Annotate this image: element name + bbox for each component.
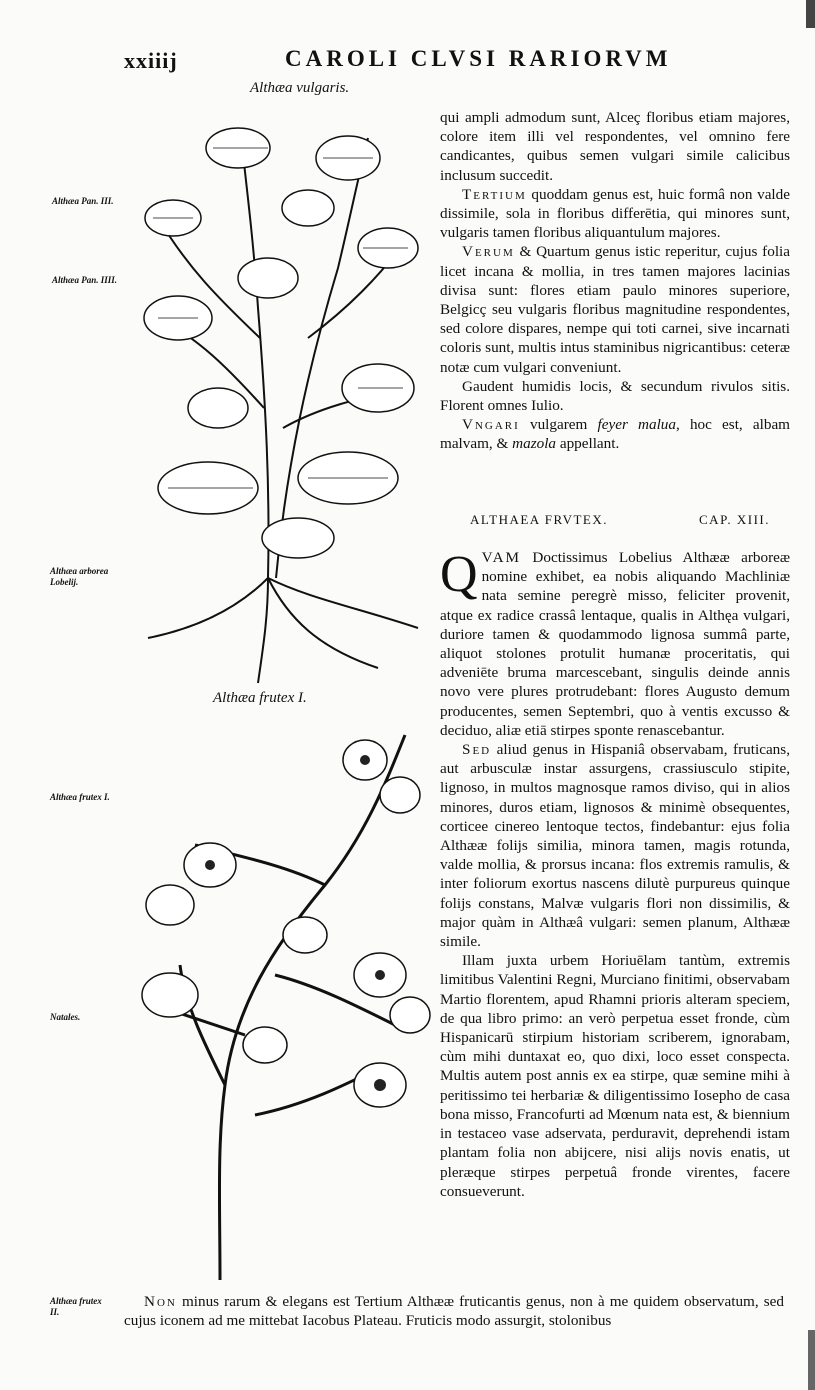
paragraph-body: vulgarem: [519, 416, 598, 434]
paragraph-lead: Non: [144, 1293, 177, 1310]
paragraph-body: Doctissimus Lobelius Althææ arboreæ nomine exhibet, ea nobis aliquando Machliniæ nata semine peregrè misso, feliciter provenit, atque ex radice crassâ lentaque, qualis in Althęa vulgari, duriore tamen & quodammodo lignosa summâ parte, aliquot stolones protulit humanæ proceritatis, qui adveniēte bruma marcescebant, singulis deinde annis novo vere plures protrudebant: flores Augusto demum producentes, semen Septembri, quo à ventis excusso & deciduo, aliæ etiā stirpes sponte renascebantur.: [440, 549, 790, 739]
vernacular-name: feyer malua: [597, 416, 676, 434]
paragraph-body: , hoc est, albam malvam, &: [440, 416, 790, 453]
paragraph: Illam juxta urbem Horiuēlam tantùm, extremis limitibus Valentini Regni, Murciano finitimi, observabam Martio florentem, apud Rhamni prioris alteram speciem, de qua libro primo: an verò perpetua esset fronde, cùm Hispanicarū stirpium historiam scriberem, ignorabam, cùm mihi duntaxat eo, quo dixi, loco esset conspecta. Multis autem post annis ex ea stirpe, quæ semine mihi à peritissimo tei herbariæ & diligentissimo Iosepho de casa bona misso, Francofurti ad Mœnum nata est, & biennium in testaceo vase adservata, perduravit, deprehendi istam plantam folia non abijcere, nisi alijs novis enatis, ut pleræque stirpes perpetuâ fronde virentes, facere consueverunt.: [440, 952, 790, 1200]
paragraph: [440, 415, 790, 453]
running-title: CAROLI CLVSI RARIORVM: [285, 46, 672, 71]
paragraph-lead: Tertium: [462, 185, 527, 203]
paragraph-full-width: [124, 1292, 784, 1330]
figure-caption-althaea-frutex: Althæa frutex I.: [213, 690, 307, 706]
paragraph: [440, 242, 790, 376]
scan-edge-mark: [808, 1330, 815, 1390]
paragraph-lead: Verum: [462, 243, 515, 261]
margin-note-althaea-frutex-ii: Althæa frutex II.: [50, 1296, 102, 1317]
paragraph: [440, 185, 790, 243]
drop-cap: Q: [440, 546, 478, 603]
margin-note-althaea-arborea: Althæa arborea Lobelij.: [50, 566, 109, 587]
althaea-vulgaris-woodcut: [118, 108, 438, 688]
paragraph-body: minus rarum & elegans est Tertium Althææ fruticantis genus, non à me quidem observatum, sed cujus iconem ad me mittebat Iacobus Plateau. Fruticis modo assurgit, stolonibus: [124, 1293, 784, 1330]
margin-note-althaea-pan-iiii: Althæa Pan. IIII.: [52, 275, 118, 285]
scan-edge-mark: [806, 0, 815, 28]
chapter-number: CAP. XIII.: [699, 512, 770, 527]
paragraph-lead: VAM: [481, 549, 522, 566]
paragraph-body: aliud genus in Hispaniâ observabam, fruticans, aut arbusculæ instar assurgens, crassiusculo stipite, lignoso, in multos magnosque ramos diviso, qui in alios minores, duros etiam, lignosos & minimè obsequentes, corticee cinereo lentoque tectos, findebantur: ejus folia Althææ folijs similia, minora tamen, magis rotunda, valde mollia, & prorsus incana: flos extremis ramulis, & inter foliorum exortus nascens dilutè purpureus quinque folijs constans, Malvæ vulgaris flori non dissimilis, & major quàm in Althæâ vulgari: semen planum, Althææ simile.: [440, 741, 790, 951]
figure-caption-althaea-vulgaris: Althæa vulgaris.: [250, 80, 350, 96]
paragraph: [440, 548, 790, 740]
paragraph-body: quoddam genus est, huic formâ non valde dissimile, sola in floribus differētia, qui minores sunt, vulgaris tamen floribus aliquantulum majores.: [440, 185, 790, 242]
chapter-heading: [470, 512, 770, 528]
paragraph: qui ampli admodum sunt, Alceç floribus etiam majores, colore item illi vel respondentes, vel omnino fere candicantes, quibus semen vulgari simile calicibus inclusum succedit.: [440, 109, 790, 184]
margin-note-natales: Natales.: [50, 1012, 81, 1022]
chapter-title: ALTHAEA FRVTEX.: [470, 512, 608, 527]
paragraph-body: appellant.: [556, 435, 620, 453]
text-column-lower: [440, 548, 790, 1201]
paragraph-body: & Quartum genus istic reperitur, cujus folia licet incana & mollia, in tres tamen majores lacinias divisa sunt: flores etiam paulo minores superiore, Belgicç seu vulgaris floribus magnitudine respondentes, sed colore dispares, nempe qui toti carnei, sive incarnati coloris sunt, multis intus staminibus nigricantibus: ceteræ notæ cum vulgari conveniunt.: [440, 243, 790, 376]
paragraph-lead: Sed: [462, 741, 492, 759]
page-number: xxiiij: [124, 48, 178, 73]
vernacular-name: mazola: [512, 435, 557, 453]
margin-note-althaea-pan-iii: Althæa Pan. III.: [52, 196, 114, 206]
margin-note-althaea-frutex-i: Althæa frutex I.: [50, 792, 110, 802]
paragraph-lead: Vngari: [462, 416, 520, 434]
paragraph: Gaudent humidis locis, & secundum rivulos sitis. Florent omnes Iulio.: [440, 377, 790, 415]
paragraph: [440, 740, 790, 951]
text-column-upper: [440, 108, 790, 454]
althaea-frutex-woodcut: [125, 725, 430, 1285]
